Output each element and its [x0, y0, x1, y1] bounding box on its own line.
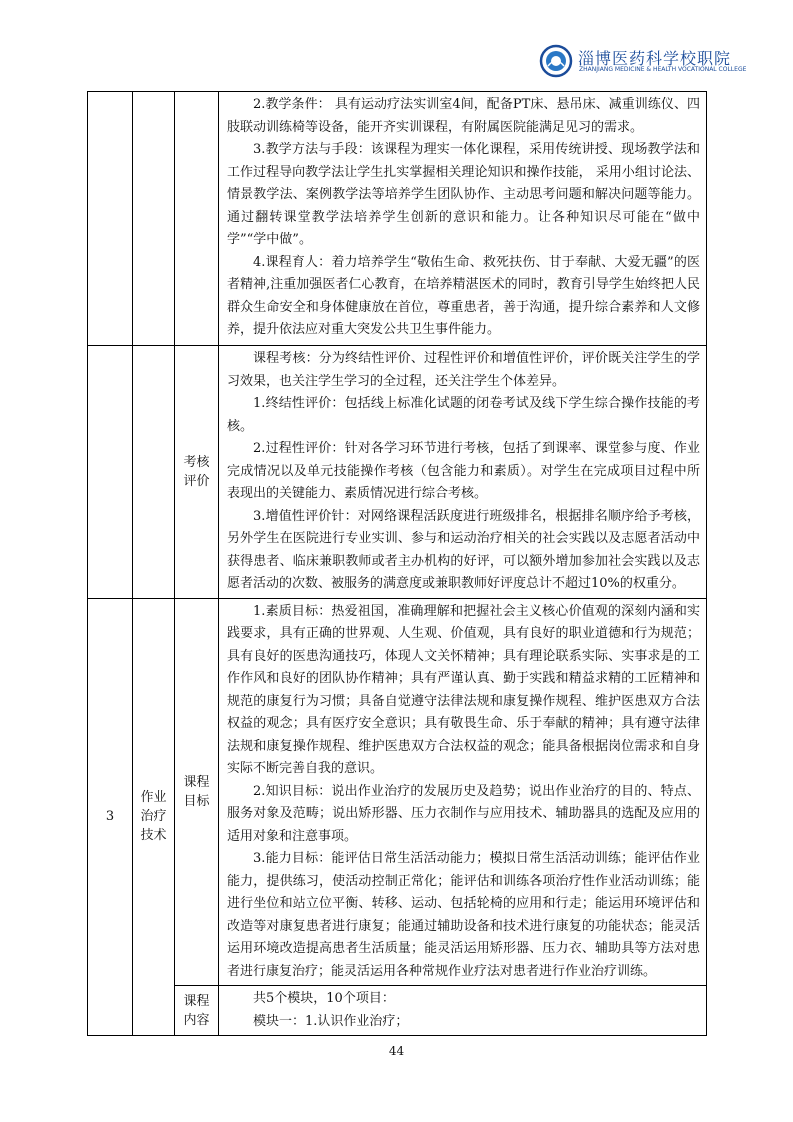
objectives-label: 课程目标: [175, 598, 219, 986]
summative-evaluation: 1.终结性评价：包括线上标准化试题的闭卷考试及线下学生综合操作技能的考核。: [227, 396, 700, 434]
school-name-cn: 淄博医药科学校职院: [578, 49, 732, 68]
page-number: 44: [388, 1044, 405, 1058]
row-label-cell: [175, 92, 219, 346]
assessment-intro: 课程考核：分为终结性评价、过程性评价和增值性评价，评价既关注学生的学习效果，也关注学生学习的全过程，还关注学生个体差异。: [227, 351, 700, 389]
quality-objectives: 1.素质目标：热爱祖国，准确理解和把握社会主义核心价值观的深刻内涵和实践要求，具有正确的世界观、人生观、价值观，具有良好的职业道德和行为规范；具有良好的医患沟通技巧，体现人文关怀精神；具有理论联系实际、实事求是的工作作风和良好的团队协作精神；具有严谨认真、勤于实践和精益求精的工匠精神和规范的康复行为习惯；具备自觉遵守法律法规和康复操作规程、维护医患双方合法权益的观念；具有医疗安全意识；具有敬畏生命、乐于奉献的精神；具有遵守法律法规和康复操作规程、维护医患双方合法权益的观念；能具备根据岗位需求和自身实际不断完善自我的意识。: [227, 603, 700, 776]
course-education: 4.课程育人：着力培养学生“敬佑生命、救死扶伤、甘于奉献、大爱无疆”的医者精神,注重加强医者仁心教育，在培养精湛医术的同时，教育引导学生始终把人民群众生命安全和身体健康放在首位，尊重患者，善于沟通，提升综合素养和人文修养，提升依法应对重大突发公共卫生事件能力。: [227, 254, 700, 337]
value-added-evaluation: 3.增值性评价针：对网络课程活跃度进行班级排名，根据排名顺序给予考核，另外学生在医院进行专业实训、参与和运动治疗相关的社会实践以及志愿者活动中获得患者、临床兼职教师或者主办机构的好评，可以额外增加参加社会实践以及志愿者活动的次数、被服务的满意度或兼职教师好评度总计不超过10%的权重分。: [227, 508, 700, 591]
table-row: [88, 92, 707, 346]
row-number-cell: [88, 346, 133, 599]
school-name-en: ZHANJIANG MEDICINE & HEALTH VOCATIONAL COLLEGE: [579, 66, 747, 73]
teaching-implementation-cell: [219, 92, 707, 346]
content-label: 课程内容: [175, 986, 219, 1036]
table-row: [88, 346, 707, 599]
content-cell: [219, 986, 707, 1036]
row-number-cell: [88, 92, 133, 346]
knowledge-objectives: 2.知识目标：说出作业治疗的发展历史及趋势；说出作业治疗的目的、特点、服务对象及范畴；说出矫形器、压力衣制作与应用技术、辅助器具的选配及应用的适用对象和注意事项。: [227, 783, 700, 844]
table-row: [88, 986, 707, 1036]
teaching-conditions: 2.教学条件： 具有运动疗法实训室4间，配备PT床、悬吊床、减重训练仪、四肢联动训练椅等设备，能开齐实训课程，有附属医院能满足见习的需求。: [227, 97, 700, 135]
content-module-1: 模块一：1.认识作业治疗；: [253, 1013, 409, 1029]
course-name-cell: [133, 346, 175, 599]
process-evaluation: 2.过程性评价：针对各学习环节进行考核，包括了到课率、课堂参与度、作业完成情况以及单元技能操作考核（包含能力和素质）。对学生在完成项目过程中所表现出的关键能力、素质情况进行综合考核。: [227, 441, 700, 501]
assessment-label: 考核评价: [175, 346, 219, 599]
teaching-methods: 3.教学方法与手段：该课程为理实一体化课程，采用传统讲授、现场教学法和工作过程导向教学法让学生扎实掌握相关理论知识和操作技能， 采用小组讨论法、情景教学法、案例教学法等培养学生团队协作、主动思考问题和解决问题等能力。通过翻转课堂教学法培养学生创新的意识和能力。让各种知识尽可能在“做中学”“学中做”。: [227, 142, 700, 247]
course-number: 3: [88, 598, 133, 1036]
ability-objectives: 3.能力目标：能评估日常生活活动能力；模拟日常生活活动训练；能评估作业能力，提供练习，使活动控制正常化；能评估和训练各项治疗性作业活动训练；能进行坐位和站立位平衡、转移、运动、包括轮椅的应用和行走；能运用环境评估和改造等对康复患者进行康复；能通过辅助设备和技术进行康复的功能状态；能灵活运用环境改造提高患者生活质量；能灵活运用矫形器、压力衣、辅助具等方法对患者进行康复治疗；能灵活运用各种常规作业疗法对患者进行作业治疗训练。: [227, 851, 700, 979]
course-name: 作业治疗技术: [133, 598, 175, 1036]
objectives-cell: [219, 598, 707, 986]
table-row: [88, 598, 707, 986]
content-summary: 共5个模块，10个项目：: [253, 991, 395, 1006]
course-table: [87, 91, 707, 1036]
assessment-cell: [219, 346, 707, 599]
course-name-cell: [133, 92, 175, 346]
